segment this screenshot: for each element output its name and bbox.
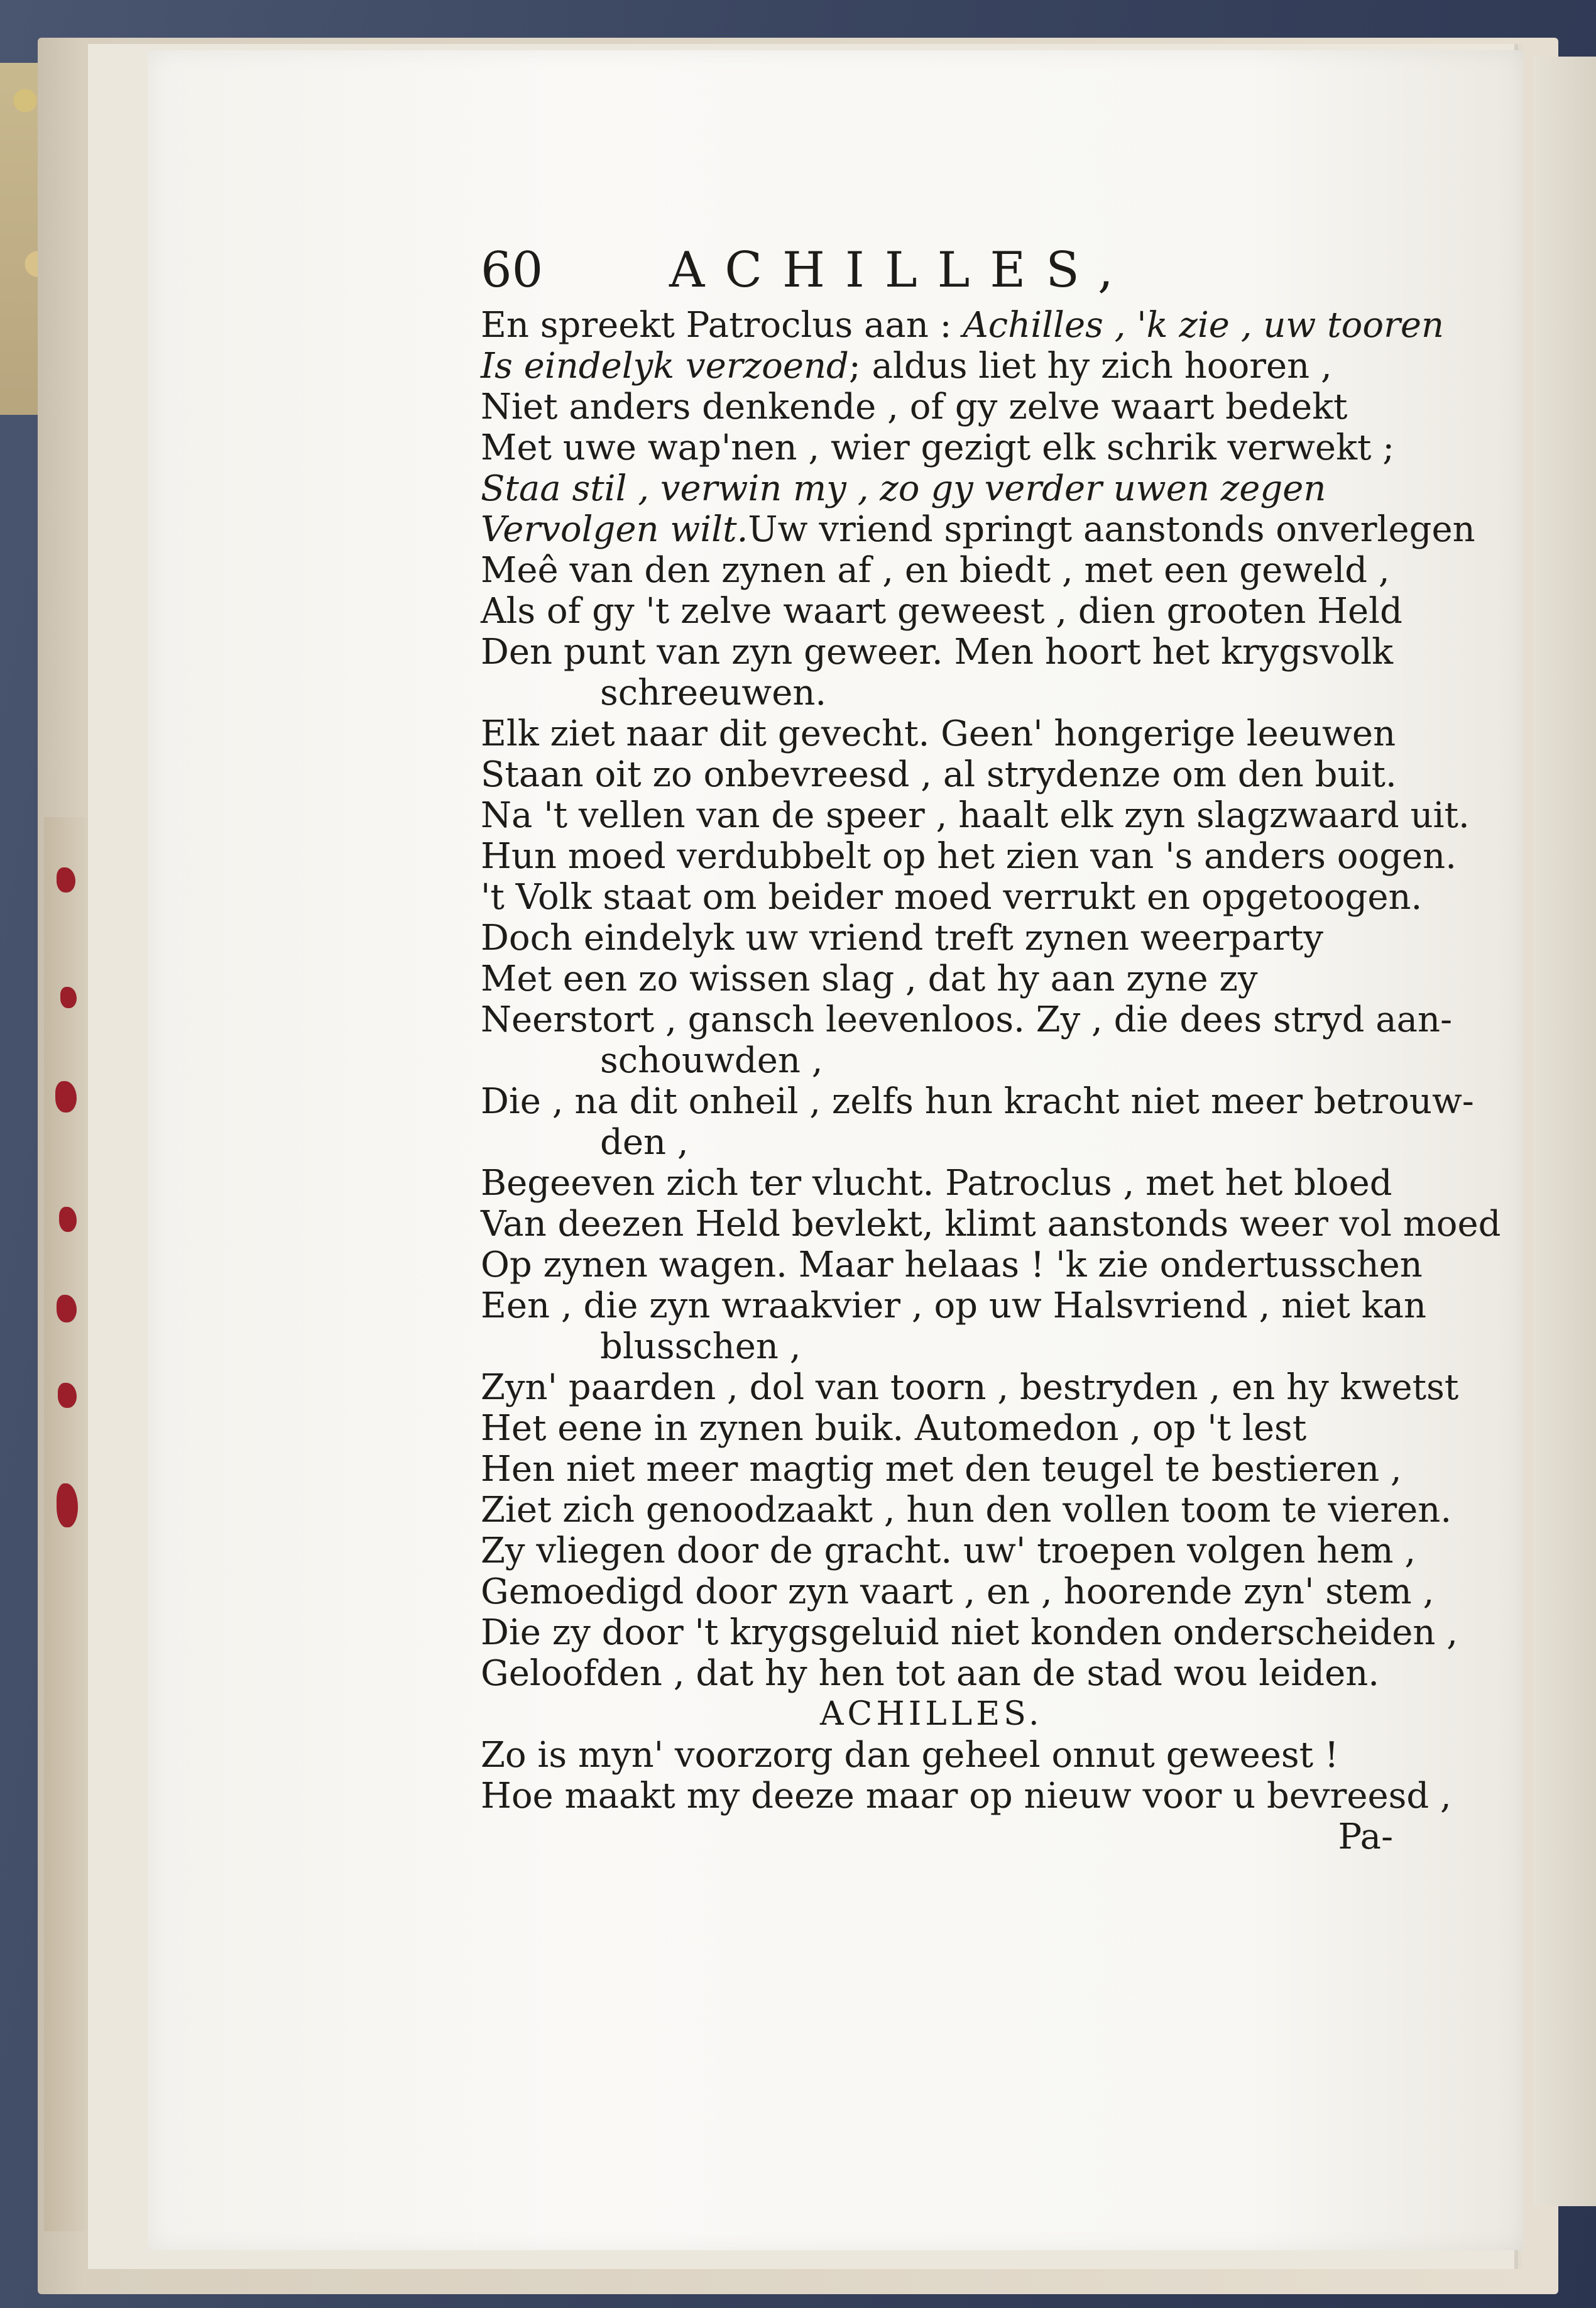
roman-segment: Niet anders denkende , of gy zelve waart bedekt <box>481 387 1348 427</box>
red-stain <box>60 987 77 1008</box>
text-line <box>481 305 1445 346</box>
text-line <box>481 918 1398 959</box>
red-stain <box>57 1295 77 1322</box>
roman-segment: Zyn' paarden , dol van toorn , bestryden , en hy kwetst <box>481 1367 1459 1408</box>
text-line <box>481 836 1457 877</box>
red-stain <box>57 1483 78 1527</box>
text-line <box>481 591 1402 632</box>
roman-segment: Op zynen wagen. Maar helaas ! 'k zie ondertusschen <box>481 1245 1423 1285</box>
text-line <box>481 1490 1452 1530</box>
roman-segment: Geloofden , dat hy hen tot aan de stad wou leiden. <box>481 1653 1380 1694</box>
text-line <box>481 1122 1398 1163</box>
italic-segment: Is eindelyk verzoend <box>481 346 849 387</box>
text-line <box>481 387 1398 427</box>
roman-segment: blusschen , <box>600 1326 801 1367</box>
roman-segment: En spreekt Patroclus aan : <box>481 305 963 346</box>
roman-segment: ; aldus liet hy zich hooren , <box>848 346 1332 387</box>
roman-segment: Een , die zyn wraakvier , op uw Halsvriend , niet kan <box>481 1285 1427 1326</box>
roman-segment: Hun moed verdubbelt op het zien van 's anders oogen. <box>481 836 1457 877</box>
text-line <box>481 1449 1402 1490</box>
text-line <box>481 795 1470 836</box>
roman-segment: Begeeven zich ter vlucht. Patroclus , met het bloed <box>481 1163 1392 1204</box>
red-stain <box>55 1081 77 1113</box>
roman-segment: Doch eindelyk uw vriend treft zynen weerparty <box>481 918 1323 959</box>
text-line <box>481 1530 1416 1571</box>
text-line <box>481 1204 1501 1245</box>
page-number: 60 <box>481 242 544 299</box>
text-line <box>481 1245 1423 1285</box>
text-line <box>481 673 1398 713</box>
roman-segment: Gemoedigd door zyn vaart , en , hoorende zyn' stem , <box>481 1571 1435 1612</box>
text-line <box>481 550 1398 591</box>
text-line <box>481 346 1398 387</box>
text-line <box>481 713 1398 754</box>
red-stain <box>59 1207 77 1232</box>
text-line <box>481 427 1398 468</box>
roman-segment: Als of gy 't zelve waart geweest , dien grooten Held <box>481 591 1402 632</box>
roman-segment: Elk ziet naar dit gevecht. Geen' hongerige leeuwen <box>481 713 1396 754</box>
italic-segment: Achilles , 'k zie , uw tooren <box>963 305 1445 346</box>
text-line <box>481 1040 1398 1081</box>
italic-segment: Staa stil , verwin my , zo gy verder uwen zegen <box>481 468 1326 509</box>
roman-segment: Zy vliegen door de gracht. uw' troepen volgen hem , <box>481 1530 1416 1571</box>
roman-segment: Neerstort , gansch leevenloos. Zy , die dees stryd aan- <box>481 999 1453 1040</box>
roman-segment: Na 't vellen van de speer , haalt elk zyn slagzwaard uit. <box>481 795 1470 836</box>
text-line <box>481 1081 1474 1122</box>
roman-segment: Uw vriend springt aanstonds onverlegen <box>748 509 1475 550</box>
roman-segment: Met een zo wissen slag , dat hy aan zyne zy <box>481 959 1258 999</box>
roman-segment: schouwden , <box>600 1040 823 1081</box>
text-line <box>481 1285 1427 1326</box>
roman-segment: Ziet zich genoodzaakt , hun den vollen toom te vieren. <box>481 1490 1452 1530</box>
text-line <box>481 1571 1435 1612</box>
roman-segment: ACHILLES. <box>820 1695 1043 1733</box>
red-stain <box>57 867 75 893</box>
text-line <box>481 877 1423 918</box>
catchword: Pa- <box>1338 1816 1393 1857</box>
roman-segment: Het eene in zynen buik. Automedon , op 't lest <box>481 1408 1307 1449</box>
text-line <box>481 1408 1398 1449</box>
text-line <box>481 999 1453 1040</box>
poem-text <box>481 305 1501 1857</box>
text-line <box>481 1776 1451 1816</box>
roman-segment: 't Volk staat om beider moed verrukt en opgetoogen. <box>481 877 1423 918</box>
italic-segment: Vervolgen wilt. <box>481 509 748 550</box>
running-head <box>481 242 1360 299</box>
roman-segment: Zo is myn' voorzorg dan geheel onnut geweest ! <box>481 1735 1339 1776</box>
text-line <box>481 632 1398 673</box>
text-line <box>481 468 1398 509</box>
roman-segment: Staan oit zo onbevreesd , al strydenze om den buit. <box>481 754 1397 795</box>
roman-segment: Hoe maakt my deeze maar op nieuw voor u bevreesd , <box>481 1776 1451 1816</box>
running-title: ACHILLES, <box>669 242 1134 299</box>
roman-segment: den , <box>600 1122 689 1163</box>
roman-segment: Die zy door 't krygsgeluid niet konden onderscheiden , <box>481 1612 1458 1653</box>
roman-segment: Meê van den zynen af , en biedt , met een geweld , <box>481 550 1390 591</box>
roman-segment: Met uwe wap'nen , wier gezigt elk schrik verwekt ; <box>481 427 1395 468</box>
red-stain <box>58 1383 77 1408</box>
text-line <box>481 959 1398 999</box>
text-line <box>481 1163 1398 1204</box>
roman-segment: Die , na dit onheil , zelfs hun kracht niet meer betrouw- <box>481 1081 1474 1122</box>
roman-segment: Den punt van zyn geweer. Men hoort het krygsvolk <box>481 632 1394 673</box>
facing-page-edge <box>1533 57 1596 2206</box>
text-line <box>481 1326 1398 1367</box>
text-line <box>481 509 1475 550</box>
roman-segment: Hen niet meer magtig met den teugel te bestieren , <box>481 1449 1402 1490</box>
text-line <box>481 754 1398 795</box>
roman-segment: Van deezen Held bevlekt, klimt aanstonds weer vol moed <box>481 1204 1501 1245</box>
roman-segment: schreeuwen. <box>600 673 827 713</box>
speaker-name <box>481 1694 1398 1735</box>
text-line <box>481 1367 1459 1408</box>
text-line <box>481 1612 1458 1653</box>
text-line <box>481 1653 1398 1694</box>
text-line <box>481 1735 1398 1776</box>
